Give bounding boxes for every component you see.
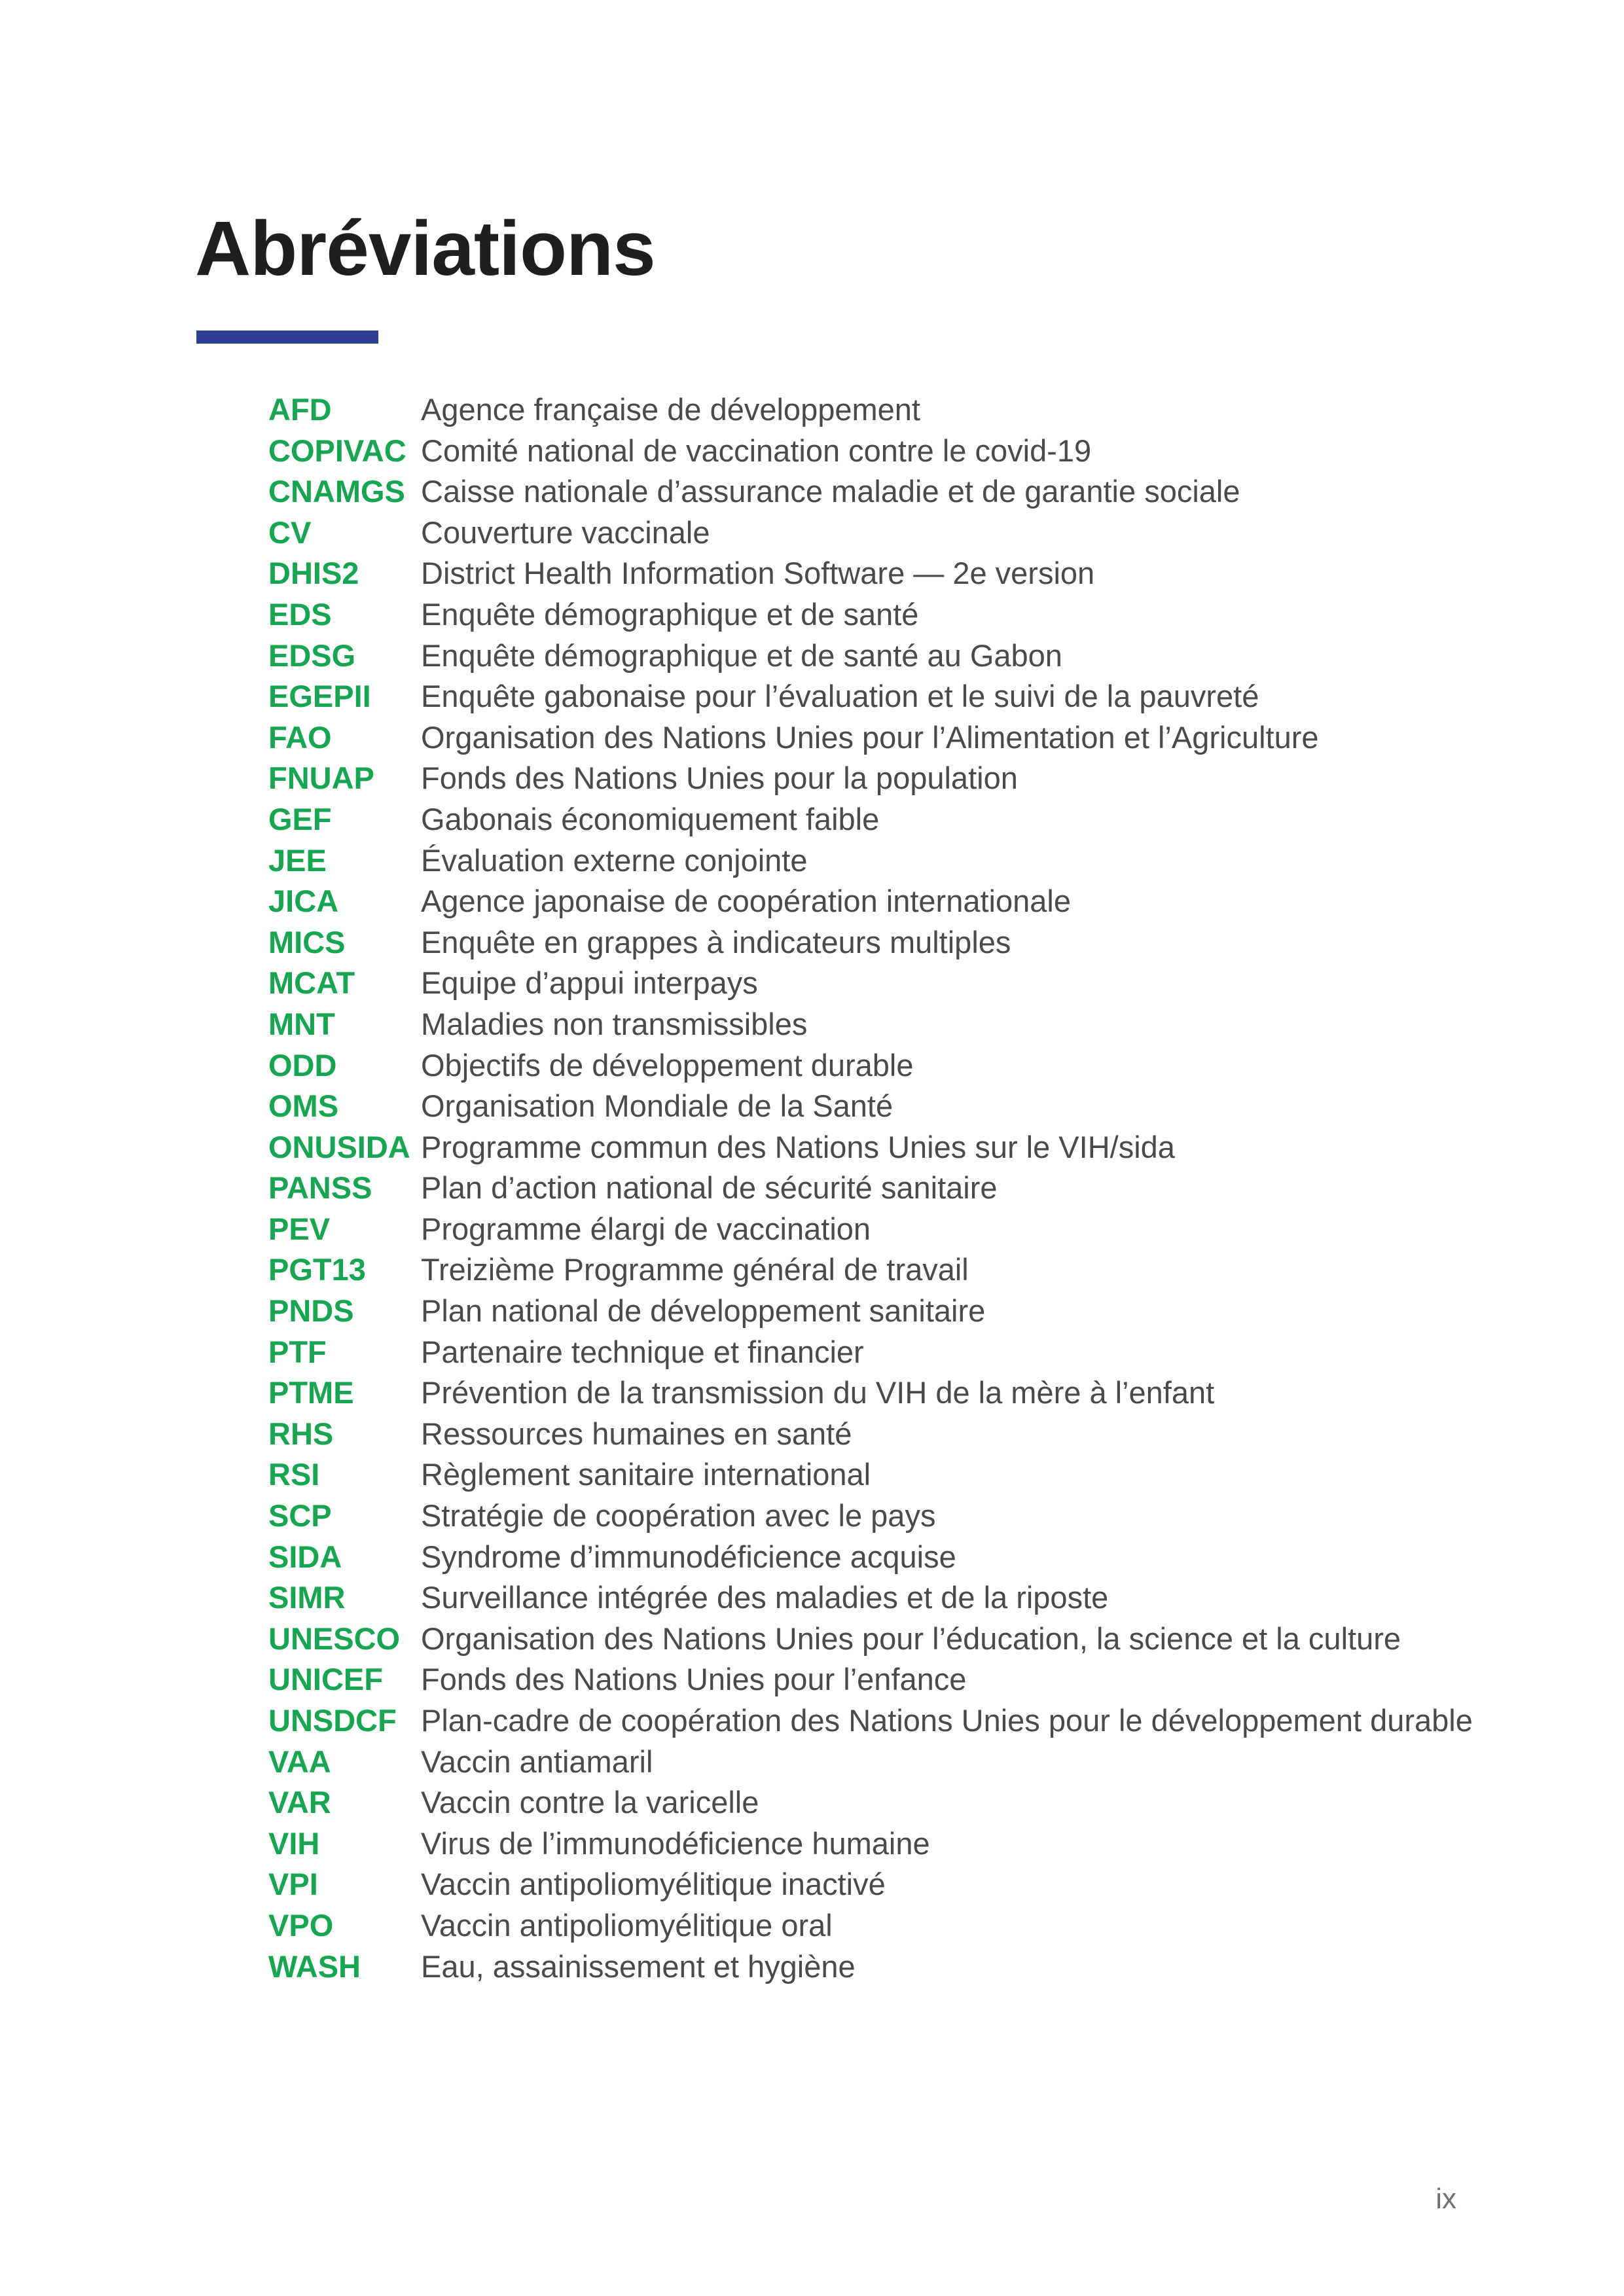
- abbreviation-definition: Objectifs de développement durable: [421, 1047, 914, 1083]
- abbreviation-definition: Equipe d’appui interpays: [421, 965, 758, 1001]
- abbreviation-code: SIMR: [268, 1580, 346, 1615]
- abbreviation-code: MCAT: [268, 965, 355, 1001]
- abbreviation-row: [268, 1332, 1512, 1373]
- abbreviation-row: [268, 1659, 1512, 1700]
- abbreviation-row: [268, 1496, 1512, 1537]
- abbreviation-definition: Caisse nationale d’assurance maladie et de garantie sociale: [421, 474, 1240, 509]
- abbreviation-definition: Fonds des Nations Unies pour l’enfance: [421, 1662, 967, 1697]
- abbreviation-row: [268, 636, 1512, 677]
- abbreviation-row: [268, 717, 1512, 759]
- abbreviation-row: [268, 1414, 1512, 1455]
- abbreviation-definition: Plan-cadre de coopération des Nations Unies pour le développement durable: [421, 1703, 1473, 1738]
- abbreviation-code: EGEPII: [268, 679, 371, 714]
- abbreviation-definition: Enquête démographique et de santé: [421, 596, 919, 632]
- abbreviation-definition: Surveillance intégrée des maladies et de la riposte: [421, 1580, 1109, 1615]
- abbreviation-row: [268, 1127, 1512, 1168]
- abbreviation-code: WASH: [268, 1948, 361, 1984]
- abbreviation-code: FAO: [268, 719, 332, 755]
- abbreviation-definition: Programme commun des Nations Unies sur le VIH/sida: [421, 1129, 1175, 1164]
- abbreviation-row: [268, 1249, 1512, 1291]
- abbreviation-row: [268, 431, 1512, 472]
- abbreviation-definition: Couverture vaccinale: [421, 514, 710, 550]
- abbreviation-code: SCP: [268, 1498, 332, 1534]
- abbreviation-definition: Ressources humaines en santé: [421, 1416, 852, 1451]
- abbreviation-definition: Vaccin antipoliomyélitique oral: [421, 1907, 833, 1943]
- abbreviation-code: VIH: [268, 1825, 320, 1861]
- abbreviation-row: [268, 922, 1512, 963]
- abbreviation-row: [268, 1864, 1512, 1905]
- abbreviation-row: [268, 553, 1512, 594]
- abbreviation-code: VAA: [268, 1744, 331, 1779]
- abbreviation-row: [268, 1782, 1512, 1823]
- abbreviation-code: PTME: [268, 1375, 354, 1410]
- abbreviation-code: MICS: [268, 924, 346, 960]
- abbreviation-row: [268, 1946, 1512, 1988]
- abbreviation-code: FNUAP: [268, 761, 374, 796]
- abbreviation-row: [268, 1086, 1512, 1127]
- abbreviation-row: [268, 758, 1512, 799]
- abbreviation-definition: Règlement sanitaire international: [421, 1457, 871, 1492]
- abbreviation-code: PGT13: [268, 1252, 366, 1287]
- abbreviation-code: ONUSIDA: [268, 1129, 410, 1164]
- abbreviation-code: MNT: [268, 1006, 335, 1041]
- abbreviation-definition: Maladies non transmissibles: [421, 1006, 808, 1041]
- abbreviation-code: RSI: [268, 1457, 320, 1492]
- abbreviation-row: [268, 1619, 1512, 1660]
- abbreviation-row: [268, 1004, 1512, 1045]
- abbreviation-code: SIDA: [268, 1539, 342, 1574]
- abbreviation-code: JEE: [268, 842, 327, 878]
- abbreviation-definition: Enquête en grappes à indicateurs multiples: [421, 924, 1011, 960]
- abbreviation-row: [268, 1537, 1512, 1578]
- abbreviation-definition: Organisation des Nations Unies pour l’éducation, la science et la culture: [421, 1621, 1401, 1656]
- abbreviation-code: EDS: [268, 596, 332, 632]
- abbreviation-code: PTF: [268, 1334, 327, 1369]
- title-underline: [196, 331, 378, 344]
- abbreviation-code: PEV: [268, 1211, 331, 1246]
- abbreviation-row: [268, 471, 1512, 512]
- abbreviation-row: [268, 676, 1512, 717]
- abbreviation-code: DHIS2: [268, 556, 359, 591]
- abbreviation-code: RHS: [268, 1416, 334, 1451]
- abbreviation-code: UNSDCF: [268, 1703, 397, 1738]
- abbreviation-row: [268, 1577, 1512, 1619]
- abbreviation-definition: Vaccin contre la varicelle: [421, 1785, 759, 1820]
- abbreviation-row: [268, 389, 1512, 431]
- abbreviation-row: [268, 594, 1512, 636]
- page-number: ix: [1435, 2183, 1456, 2215]
- abbreviation-row: [268, 1905, 1512, 1946]
- abbreviation-definition: Eau, assainissement et hygiène: [421, 1948, 856, 1984]
- abbreviation-definition: District Health Information Software — 2e version: [421, 556, 1095, 591]
- abbreviation-list: [268, 389, 1512, 1987]
- abbreviation-code: VPI: [268, 1867, 318, 1902]
- abbreviation-code: EDSG: [268, 637, 356, 673]
- abbreviation-definition: Enquête gabonaise pour l’évaluation et le suivi de la pauvreté: [421, 679, 1259, 714]
- abbreviation-code: OMS: [268, 1088, 339, 1124]
- abbreviation-row: [268, 1291, 1512, 1332]
- abbreviation-code: UNICEF: [268, 1662, 383, 1697]
- abbreviation-code: COPIVAC: [268, 433, 406, 468]
- abbreviation-row: [268, 1742, 1512, 1783]
- abbreviation-definition: Évaluation externe conjointe: [421, 842, 808, 878]
- abbreviation-code: UNESCO: [268, 1621, 401, 1656]
- abbreviation-definition: Vaccin antipoliomyélitique inactivé: [421, 1867, 886, 1902]
- abbreviation-row: [268, 1823, 1512, 1865]
- abbreviation-code: PANSS: [268, 1170, 372, 1206]
- abbreviation-row: [268, 1372, 1512, 1414]
- abbreviation-code: VAR: [268, 1785, 331, 1820]
- abbreviation-row: [268, 512, 1512, 554]
- abbreviation-row: [268, 1454, 1512, 1496]
- abbreviation-definition: Enquête démographique et de santé au Gabon: [421, 637, 1062, 673]
- abbreviation-definition: Prévention de la transmission du VIH de la mère à l’enfant: [421, 1375, 1215, 1410]
- abbreviation-row: [268, 881, 1512, 922]
- abbreviation-code: PNDS: [268, 1293, 354, 1329]
- abbreviation-definition: Agence japonaise de coopération internationale: [421, 884, 1071, 919]
- abbreviation-row: [268, 1045, 1512, 1086]
- abbreviation-definition: Plan national de développement sanitaire: [421, 1293, 986, 1329]
- abbreviation-definition: Fonds des Nations Unies pour la population: [421, 761, 1018, 796]
- abbreviation-definition: Programme élargi de vaccination: [421, 1211, 871, 1246]
- abbreviation-definition: Comité national de vaccination contre le covid-19: [421, 433, 1092, 468]
- abbreviation-definition: Syndrome d’immunodéficience acquise: [421, 1539, 956, 1574]
- abbreviation-definition: Vaccin antiamaril: [421, 1744, 653, 1779]
- abbreviation-row: [268, 1209, 1512, 1250]
- page-title: Abréviations: [195, 206, 655, 292]
- abbreviation-code: CV: [268, 514, 312, 550]
- abbreviation-row: [268, 1700, 1512, 1742]
- abbreviation-definition: Partenaire technique et financier: [421, 1334, 864, 1369]
- abbreviation-row: [268, 963, 1512, 1004]
- abbreviation-row: [268, 840, 1512, 882]
- abbreviation-definition: Stratégie de coopération avec le pays: [421, 1498, 936, 1534]
- abbreviation-code: JICA: [268, 884, 339, 919]
- abbreviation-definition: Organisation des Nations Unies pour l’Alimentation et l’Agriculture: [421, 719, 1319, 755]
- abbreviation-code: VPO: [268, 1907, 334, 1943]
- abbreviation-row: [268, 799, 1512, 840]
- abbreviation-code: AFD: [268, 392, 332, 427]
- abbreviation-code: CNAMGS: [268, 474, 405, 509]
- abbreviation-definition: Agence française de développement: [421, 392, 920, 427]
- abbreviation-definition: Virus de l’immunodéficience humaine: [421, 1825, 930, 1861]
- abbreviation-code: ODD: [268, 1047, 337, 1083]
- abbreviation-definition: Plan d’action national de sécurité sanitaire: [421, 1170, 998, 1206]
- abbreviation-definition: Treizième Programme général de travail: [421, 1252, 969, 1287]
- abbreviation-code: GEF: [268, 801, 332, 836]
- abbreviation-row: [268, 1168, 1512, 1209]
- abbreviation-definition: Gabonais économiquement faible: [421, 801, 880, 836]
- abbreviation-definition: Organisation Mondiale de la Santé: [421, 1088, 893, 1124]
